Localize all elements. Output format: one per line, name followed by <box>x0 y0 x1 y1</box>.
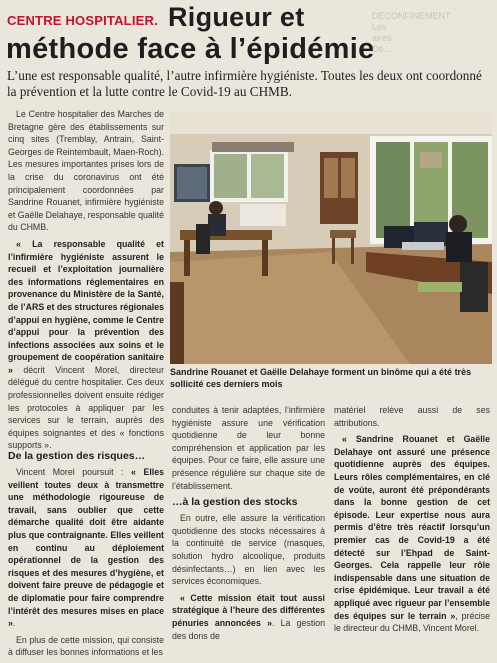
section-subhead: De la gestion des risques… <box>8 450 146 462</box>
paragraph: En outre, elle assure la vérification quotidienne des stocks nécessaires à la continuité de service (masques, solution hydro alcoolique, produits désinfectants…) en lien avec les services économiques. <box>172 513 325 587</box>
ghost-line: Dé... <box>372 44 392 54</box>
quote-bold: « Sandrine Rouanet et Gaëlle Delahaye ont assuré une présence quotidienne auprès des équipes. Leurs rôles complémentaires, en clé de voûte, auront été prépondérants dans la bonne gestion de cet épisode. Leur expertise nous aura permis d’être très réactif lorsqu’un premier cas de Covid-19 a été détecté sur l’Ehpad de Saint-Georges. Cela rappelle leur rôle indispensable dans une situation de crise épidémique. Leur travail a été appliqué avec rigueur par l’ensemble des équipes sur le terrain » <box>334 434 490 621</box>
paragraph-end: . <box>12 618 16 629</box>
paragraph <box>172 592 325 642</box>
quote-attribution: décrit Vincent Morel, directeur délégué du centre hospitalier. Ces deux professionnelles doivent ensuite rédiger les protocoles à appliquer par les services sur le terrain, auprès des équipes soignantes et des « fonctions supports ». <box>8 364 164 451</box>
paragraph <box>8 466 164 630</box>
office-photo-illustration <box>170 112 492 364</box>
paragraph: conduites à tenir adaptées, l’infirmière hygiéniste assure une vérification quotidienne de leur bonne compréhension et application par les équipes. Pour ce faire, elle assure une présence régulière sur chaque site de l’établissement. <box>172 405 325 491</box>
paragraph: matériel relève aussi de ses attributions. <box>334 405 490 428</box>
quote-bold: « La responsable qualité et l’infirmière hygiéniste assurent le recueil et l’exploitation journalière des informations réglementaires en provenance du Ministère de la Santé, de l’ARS et des structures régionales d’appui en hygiène, comme le Centre d’appui pour la prévention des infections associées aux soins et le groupement de coopération sanitaire » <box>8 238 164 375</box>
quote-attribution: , précise le directeur du CHMB, Vincent Morel. <box>334 610 490 634</box>
photo-caption: Sandrine Rouanet et Gaëlle Delahaye forment un binôme qui a été très sollicité ces derniers mois <box>170 367 472 389</box>
paragraph <box>8 238 164 452</box>
quote-bold: « Elles veillent toutes deux à transmettre une méthodologie rigoureuse de travail, sans oublier que cette démarche qualité doit être aidante plus que contraignante. Elles veillent en continu au déploiement opérationnel de la gestion des risques et des mesures d’hygiène, et doivent faire preuve de pédagogie et de diplomatie pour faire comprendre l’intérêt des mesures mises en place » <box>8 467 164 629</box>
paragraph <box>334 433 490 635</box>
section-kicker: CENTRE HOSPITALIER. <box>7 13 158 28</box>
quote-bold: « Cette mission était tout aussi stratégique à l’heure des différentes pénuries annoncées » <box>172 592 325 628</box>
article-column-middle <box>172 404 325 646</box>
article-column-right <box>334 404 490 639</box>
article-standfirst: L’une est responsable qualité, l’autre infirmière hygiéniste. Toutes les deux ont coordonné la prévention et la lutte contre le Covid-19 au CHMB. <box>7 68 482 99</box>
paragraph-rest: . La gestion des dons de <box>172 617 326 641</box>
headline-line-2: méthode face à l’épidémie <box>6 33 375 65</box>
article-column-left-bottom <box>8 448 164 663</box>
headline-line-1: Rigueur et <box>168 2 305 32</box>
intro-text: Vincent Morel poursuit : <box>16 467 132 477</box>
ghost-line: Les <box>372 22 387 32</box>
article-column-left <box>8 108 164 456</box>
ghost-line: DÉCONFINEMENT <box>372 11 451 21</box>
paragraph: En plus de cette mission, qui consiste à diffuser les bonnes informations et les <box>8 634 164 658</box>
paragraph: Le Centre hospitalier des Marches de Bretagne gère des établissements sur cinq sites (Tremblay, Antrain, Saint-Georges de Reintembault, Maen-Roch). Les mesures importantes prises lors de la crise du coronavirus ont été principalement coordonnées par Sandrine Rouanet, infirmière hygiéniste et Gaëlle Delahaye, responsable qualité du CHMB. <box>8 109 165 233</box>
section-subhead: …à la gestion des stocks <box>172 496 298 509</box>
bleed-through-text <box>372 11 497 61</box>
article-photo <box>170 112 492 364</box>
ghost-line: aires <box>372 33 392 43</box>
